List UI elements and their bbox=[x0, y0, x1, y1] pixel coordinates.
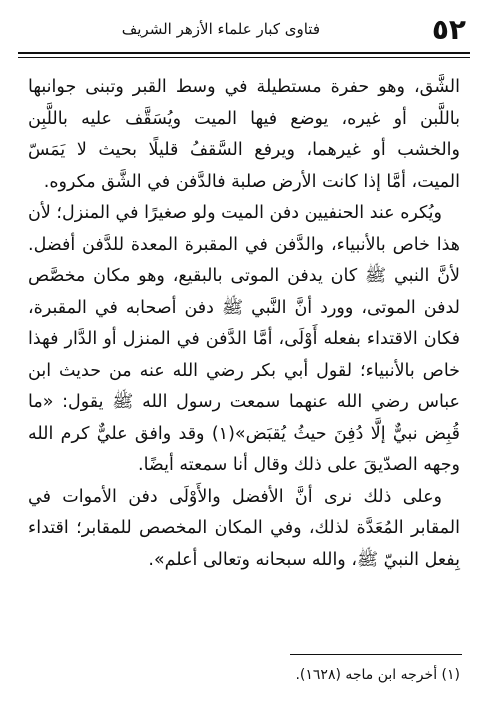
footnote-separator bbox=[290, 654, 462, 655]
paragraph: وعلى ذلك نرى أنَّ الأفضل والأَوْلَى دفن الأموات في المقابر المُعَدَّة لذلك، وفي المكان المخصص للمقابر؛ اقتداء بِفعل النبيّ ﷺ، والله سبحانه وتعالى أعلم». bbox=[28, 486, 460, 570]
paragraph: الشَّق، وهو حفرة مستطيلة في وسط القبر وتبنى جوانبها باللَّبن أو غيره، يوضع فيها الميت ويُسَقَّف عليه باللَّبِن والخشب أو غيرهما، ويرفع السَّقفُ قليلًا بحيث لا يَمَسّ الميت، أمَّا إذا كانت الأرض صلبة فالدَّفن في الشَّق مكروه. bbox=[28, 77, 460, 192]
running-title: فتاوى كبار علماء الأزهر الشريف bbox=[121, 20, 320, 38]
page-number: ٥٢ bbox=[431, 13, 466, 46]
paragraph: ويُكره عند الحنفيين دفن الميت ولو صغيرًا في المنزل؛ لأن هذا خاص بالأنبياء، والدَّفن في المقبرة المعدة للدَّفن أفضل. لأنَّ النبي ﷺ كان يدفن الموتى بالبقيع، وهو مكان مخصَّص لدفن الموتى، وورد أنَّ النَّبي ﷺ دفن أصحابه في المقبرة، فكان الاقتداء بفعله أَوْلَى، أمَّا الدَّفن في المنزل أو الدَّار فهذا خاص بالأنبياء؛ لقول أبي بكر رضي الله عنه من حديث ابن عباس رضي الله عنهما سمعت رسول الله ﷺ يقول: «ما قُبِض نبيٌّ إلَّا دُفِنَ حيثُ يُقبَض»(١) وقد وافق عليٌّ كرم الله وجهه الصدّيقَ على ذلك وقال أنا سمعته أيضًا. bbox=[28, 203, 460, 475]
footnote: (١) أخرجه ابن ماجه (١٦٢٨). bbox=[295, 667, 460, 683]
header-rule-thin bbox=[18, 57, 470, 58]
header-rule bbox=[18, 52, 470, 54]
page-header bbox=[18, 10, 470, 54]
body-text bbox=[28, 72, 460, 576]
